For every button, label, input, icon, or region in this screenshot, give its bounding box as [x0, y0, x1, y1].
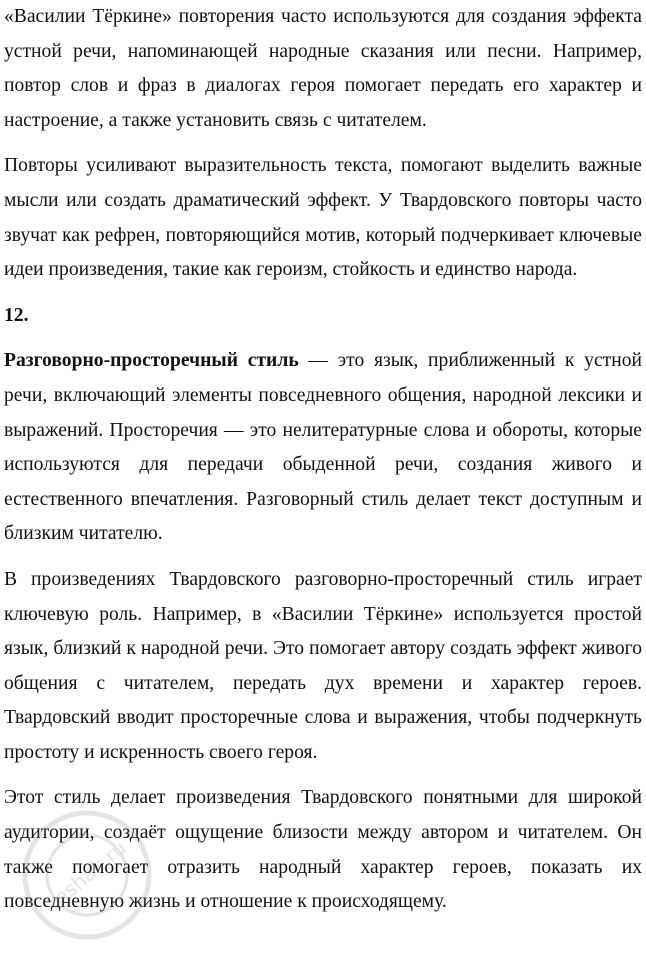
paragraph-5: Этот стиль делает произведения Твардовского понятными для широкой аудитории, создаёт ощущение близости между автором и читателем. Он также помогает отразить народный характер героев, показать их повседневную жизнь и отношение к происходящему. [4, 787, 642, 913]
definition-text: — это язык, приближенный к устной речи, включающий элементы повседневного общения, народной лексики и выражений. Просторечия — это нелитературные слова и обороты, которые используются для передачи обыденной речи, создания живого и естественного впечатления. Разговорный стиль делает текст доступным и близким читателю. [4, 350, 642, 545]
paragraph-2: Повторы усиливают выразительность текста, помогают выделить важные мысли или создать драматический эффект. У Твардовского повторы часто звучат как рефрен, повторяющийся мотив, который подчеркивает ключевые идеи произведения, такие как героизм, стойкость и единство народа. [4, 155, 642, 281]
paragraph-gap [4, 333, 642, 344]
paragraph-1: «Василии Тёркине» повторения часто используются для создания эффекта устной речи, напоминающей народные сказания или песни. Например, повтор слов и фраз в диалогах героя помогает передать его характер и настроение, а также установить связь с читателем. [4, 6, 642, 131]
paragraph-gap [4, 288, 642, 299]
document-page [4, 0, 642, 920]
watermark-text: reshak.ru [43, 835, 131, 915]
section-number-heading: 12. [4, 304, 29, 326]
paragraph-gap [4, 138, 642, 149]
paragraph-4: В произведениях Твардовского разговорно-просторечный стиль играет ключевую роль. Например, в «Василии Тёркине» используется простой язык, близкий к народной речи. Это помогает автору создать эффект живого общения с читателем, передать дух времени и характер героев. Твардовский вводит просторечные слова и выражения, чтобы подчеркнуть простоту и искренность своего героя. [4, 568, 642, 763]
defined-term: Разговорно-просторечный стиль [4, 350, 299, 372]
paragraph-gap [4, 552, 642, 563]
paragraph-3 [4, 344, 642, 552]
paragraph-gap [4, 770, 642, 781]
